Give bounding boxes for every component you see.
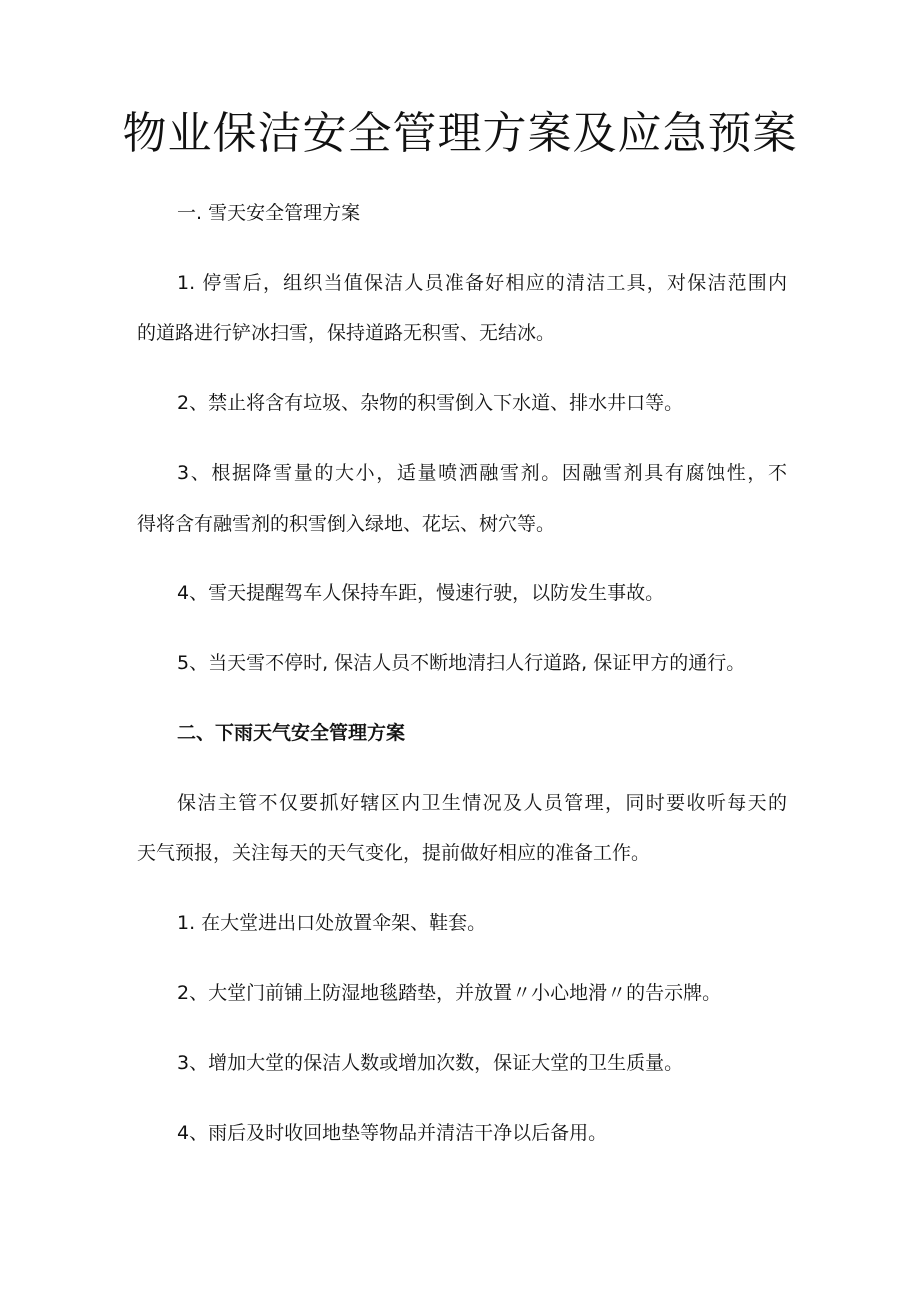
section-1-item-3-line-2: 得将含有融雪剂的积雪倒入绿地、花坛、树穴等。 — [137, 513, 556, 535]
section-1-item-3-line-1: 3、根据降雪量的大小，适量喷洒融雪剂。因融雪剂具有腐蚀性，不 — [177, 462, 787, 484]
section-1-item-1-line-2: 的道路进行铲冰扫雪，保持道路无积雪、无结冰。 — [137, 322, 556, 344]
section-1-heading: 一. 雪天安全管理方案 — [177, 202, 361, 224]
section-2-heading: 二、下雨天气安全管理方案 — [177, 722, 406, 744]
section-2-intro-line-2: 天气预报，关注每天的天气变化，提前做好相应的准备工作。 — [137, 842, 651, 864]
section-2-item-4: 4、雨后及时收回地垫等物品并清洁干净以后备用。 — [177, 1122, 608, 1144]
section-2-item-3: 3、增加大堂的保洁人数或增加次数，保证大堂的卫生质量。 — [177, 1052, 684, 1074]
document-title: 物业保洁安全管理方案及应急预案 — [122, 108, 798, 159]
section-2-item-1: 1. 在大堂进出口处放置伞架、鞋套。 — [177, 912, 487, 934]
section-2-item-2: 2、大堂门前铺上防湿地毯踏垫，并放置〃小心地滑〃的告示牌。 — [177, 982, 722, 1004]
section-1-item-4: 4、雪天提醒驾车人保持车距，慢速行驶，以防发生事故。 — [177, 582, 665, 604]
section-1-item-1-line-1: 1. 停雪后，组织当值保洁人员准备好相应的清洁工具，对保洁范围内 — [177, 272, 787, 294]
section-1-item-2: 2、禁止将含有垃圾、杂物的积雪倒入下水道、排水井口等。 — [177, 392, 684, 414]
section-1-item-5: 5、当天雪不停时, 保洁人员不断地清扫人行道路, 保证甲方的通行。 — [177, 652, 746, 674]
section-2-intro-line-1: 保洁主管不仅要抓好辖区内卫生情况及人员管理，同时要收听每天的 — [177, 792, 787, 814]
